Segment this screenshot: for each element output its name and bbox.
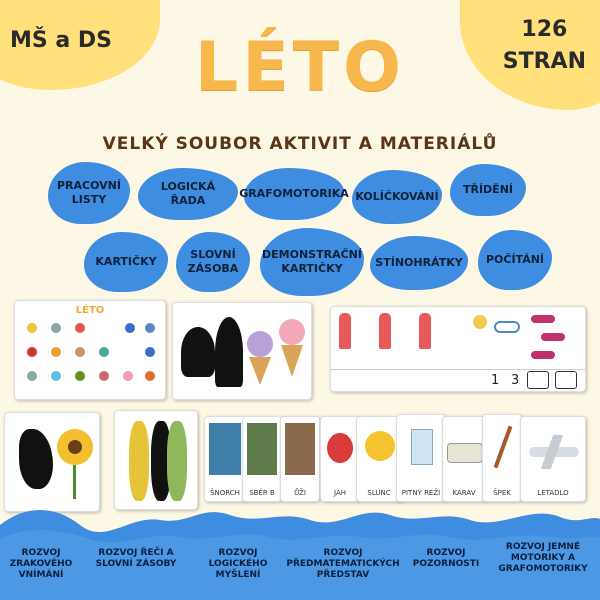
bike-icon <box>75 371 85 381</box>
popsicle-icon <box>339 313 351 349</box>
chip-trideni: TŘÍDĚNÍ <box>450 164 526 216</box>
water-glass-icon <box>411 429 433 465</box>
icecream-cone-icon <box>281 345 303 377</box>
audience-badge: MŠ a DS <box>10 28 113 53</box>
vocab-card-label: JAH <box>334 489 346 497</box>
vocab-card-label: LETADLO <box>537 489 569 497</box>
skill-premath: ROZVOJ PŘEDMATEMATICKÝCH PŘEDSTAV <box>286 548 400 580</box>
icecream-icon <box>123 371 133 381</box>
shorts-icon <box>145 347 155 357</box>
vocab-card <box>280 416 320 502</box>
chip-karticky: KARTIČKY <box>84 232 168 292</box>
preview-shadow-icecream <box>172 302 312 400</box>
number-tile: 3 <box>511 373 520 388</box>
poster-title: LÉTO <box>75 305 105 316</box>
vocab-card-label: PITNÝ REŽI <box>401 489 441 497</box>
bee-icon <box>51 347 61 357</box>
icecream-scoop-icon <box>279 319 305 345</box>
icecream-scoop-icon <box>473 315 487 329</box>
skill-visual-perception: ROZVOJ ZRAKOVÉHO VNÍMÁNÍ <box>9 548 73 580</box>
shirt-icon <box>145 323 155 333</box>
vocab-card <box>442 416 486 502</box>
cloud-icon <box>51 323 61 333</box>
vocab-card-label: ŠNORCH <box>210 489 240 497</box>
chip-slovni-zasoba: SLOVNÍ ZÁSOBA <box>176 232 250 292</box>
vocab-card-label: KARAV <box>452 489 476 497</box>
sun-icon <box>365 431 395 461</box>
chip-pocitani: POČÍTÁNÍ <box>478 230 552 290</box>
snorkel-image <box>209 423 241 475</box>
chip-demonstracni-karticky: DEMONSTRAČNÍ KARTIČKY <box>260 228 364 296</box>
page-count: 126 <box>521 17 568 42</box>
sandcastle-icon <box>75 347 85 357</box>
popsicle-icon <box>379 313 391 349</box>
icecream-scoop-icon <box>247 331 273 357</box>
tent-icon <box>99 371 109 381</box>
page-subtitle: VELKÝ SOUBOR AKTIVIT A MATERIÁLŮ <box>102 134 498 154</box>
vocab-card <box>396 414 446 502</box>
preview-vocabulary-poster <box>14 300 166 400</box>
icecream-cone-icon <box>249 357 271 385</box>
palm-icon <box>99 347 109 357</box>
ring-icon <box>51 371 61 381</box>
sunflower-center-icon <box>68 440 82 454</box>
preview-corn-card <box>114 410 198 510</box>
vocab-card <box>320 416 360 502</box>
caravan-icon <box>447 443 483 463</box>
chip-stinohratky: STÍNOHRÁTKY <box>370 236 468 290</box>
fruit-icon <box>75 323 85 333</box>
corn-leaf-icon <box>167 421 187 501</box>
skewer-icon <box>494 426 513 469</box>
preview-shadow-card <box>4 412 100 512</box>
kids-image <box>285 423 315 475</box>
dice-icon <box>527 371 549 389</box>
vocab-card-label: SBĚR B <box>249 489 275 497</box>
campfire-icon <box>145 371 155 381</box>
sunglasses-icon <box>541 333 565 341</box>
page-title: LÉTO <box>195 28 405 107</box>
sun-icon <box>27 323 37 333</box>
vocab-card-label: SLUNC <box>367 489 391 497</box>
strawberry-icon <box>327 433 353 463</box>
popsicle-icon <box>419 313 431 349</box>
bicycle-icon <box>494 321 520 333</box>
chip-logicka-rada: LOGICKÁ ŘADA <box>138 168 238 220</box>
chip-grafomotorika: GRAFOMOTORIKA <box>244 168 344 220</box>
fish-icon <box>27 371 37 381</box>
vocab-card <box>242 416 282 502</box>
skill-attention: ROZVOJ POZORNOSTI <box>412 548 480 569</box>
cap-icon <box>125 323 135 333</box>
shadow-icecream-icon <box>181 327 215 377</box>
berry-picking-image <box>247 423 277 475</box>
corn-icon <box>129 421 149 501</box>
skill-speech-vocabulary: ROZVOJ ŘEČI A SLOVNÍ ZÁSOBY <box>95 548 177 569</box>
vocab-card <box>520 416 586 502</box>
sunflower-stem-icon <box>73 465 76 499</box>
page-count-unit: STRAN <box>502 49 586 74</box>
vocab-card <box>482 414 522 502</box>
vocab-card-label: ŮŽI <box>294 489 306 497</box>
sunglasses-icon <box>531 315 555 323</box>
suitcase-icon <box>27 347 37 357</box>
vocab-card <box>204 416 246 502</box>
vocab-card-label: ŠPEK <box>493 489 511 497</box>
shadow-icecream-icon <box>215 317 243 387</box>
chip-pracovni-listy: PRACOVNÍ LISTY <box>48 162 130 224</box>
shadow-sunflower-icon <box>19 429 53 489</box>
preview-counting-sheets <box>330 306 586 392</box>
sunglasses-icon <box>531 351 555 359</box>
dice-icon <box>555 371 577 389</box>
chip-kolickovani: KOLÍČKOVÁNÍ <box>352 170 442 224</box>
number-tile: 1 <box>491 373 500 388</box>
skill-logical-thinking: ROZVOJ LOGICKÉHO MYŠLENÍ <box>208 548 268 580</box>
skill-fine-motor: ROZVOJ JEMNÉ MOTORIKY A GRAFOMOTORIKY <box>498 542 588 574</box>
